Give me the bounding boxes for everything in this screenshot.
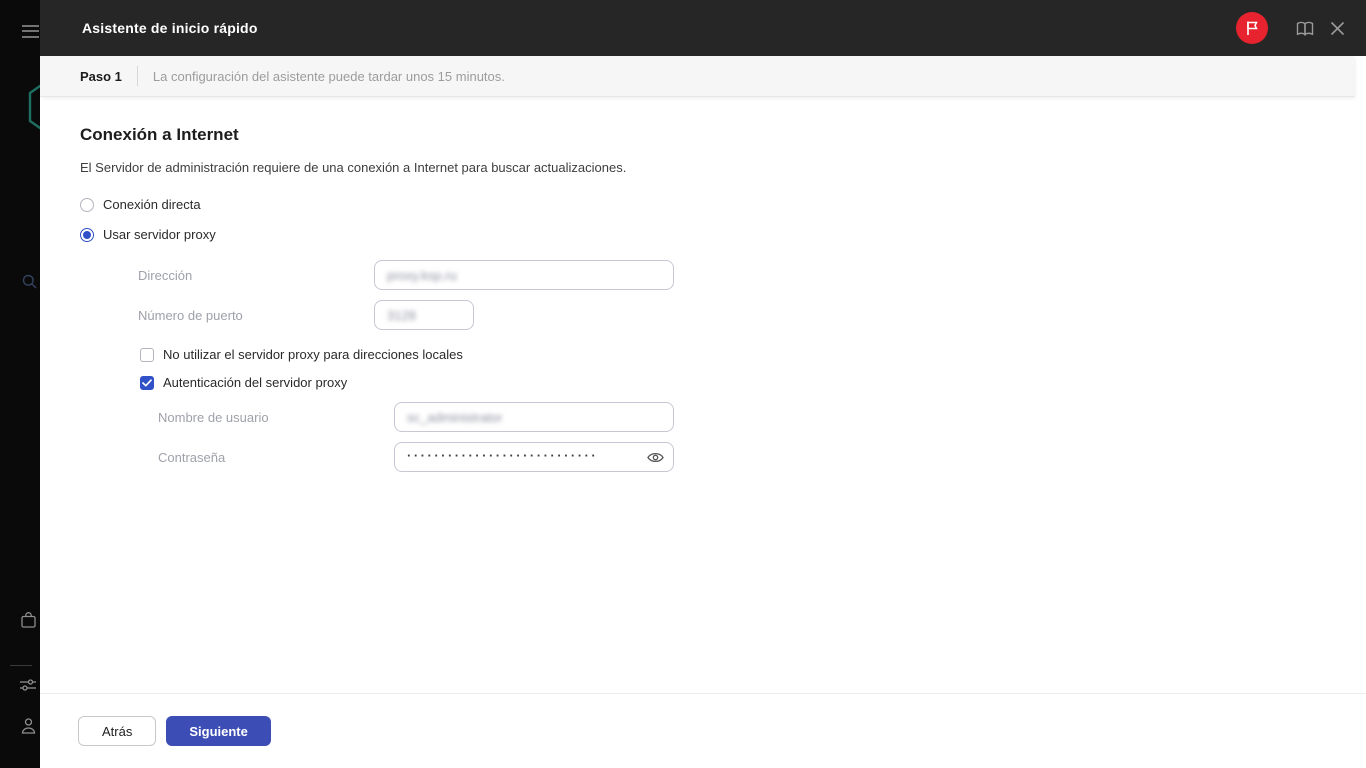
username-field-row	[158, 402, 1366, 432]
proxy-auth-fields	[80, 402, 1366, 472]
address-field-row	[138, 260, 1366, 290]
wizard-content	[40, 97, 1366, 693]
radio-direct-connection[interactable]	[80, 197, 1366, 212]
step-message: La configuración del asistente puede tardar unos 15 minutos.	[152, 68, 505, 84]
address-value-blurred: proxy.ksp.ru	[387, 267, 457, 283]
address-label: Dirección	[138, 267, 193, 283]
flag-badge-button[interactable]	[1236, 12, 1268, 44]
checkbox-label: Autenticación del servidor proxy	[163, 375, 348, 390]
password-masked-value: ····························	[407, 447, 599, 463]
port-input[interactable]	[374, 300, 474, 330]
help-book-icon[interactable]	[1293, 16, 1317, 40]
checkbox-bypass-local[interactable]	[140, 347, 1366, 362]
checkbox-icon-checked[interactable]	[140, 376, 154, 390]
username-label: Nombre de usuario	[158, 409, 269, 425]
app-sidebar	[0, 0, 40, 768]
password-label: Contraseña	[158, 449, 226, 465]
checkbox-proxy-auth[interactable]	[140, 375, 1366, 390]
step-separator	[137, 66, 138, 86]
radio-icon[interactable]	[80, 198, 94, 212]
checkbox-label: No utilizar el servidor proxy para direcciones locales	[163, 347, 463, 362]
page-title: Conexión a Internet	[80, 125, 239, 144]
user-account-icon[interactable]	[21, 718, 36, 737]
hamburger-menu-icon[interactable]	[22, 21, 39, 41]
address-input[interactable]	[374, 260, 674, 290]
step-label: Paso 1	[80, 68, 122, 84]
wizard-title: Asistente de inicio rápido	[82, 20, 258, 36]
page-description: El Servidor de administración requiere de una conexión a Internet para buscar actualizaciones.	[80, 160, 627, 175]
radio-use-proxy[interactable]	[80, 227, 1366, 242]
port-field-row	[138, 300, 1366, 330]
quick-start-wizard	[40, 0, 1366, 768]
radio-icon-checked[interactable]	[80, 228, 94, 242]
username-input[interactable]	[394, 402, 674, 432]
username-value-blurred: sc_administrator	[407, 409, 503, 425]
wizard-footer	[40, 693, 1366, 768]
password-input[interactable]	[394, 442, 674, 472]
password-field-row	[158, 442, 1366, 472]
header-actions	[1236, 12, 1349, 44]
marketplace-bag-icon[interactable]	[21, 612, 36, 631]
sidebar-divider	[10, 665, 32, 666]
step-bar	[40, 56, 1354, 97]
next-button[interactable]: Siguiente	[166, 716, 271, 746]
settings-sliders-icon[interactable]	[20, 678, 36, 695]
port-value-blurred: 3128	[387, 307, 416, 323]
show-password-eye-icon[interactable]	[647, 451, 664, 464]
back-button[interactable]: Atrás	[78, 716, 156, 746]
checkbox-icon[interactable]	[140, 348, 154, 362]
port-label: Número de puerto	[138, 307, 243, 323]
close-icon[interactable]	[1325, 16, 1349, 40]
wizard-header	[40, 0, 1366, 56]
search-icon[interactable]	[22, 274, 37, 292]
kaspersky-logo-icon	[28, 84, 40, 135]
radio-label: Conexión directa	[103, 197, 201, 212]
radio-label: Usar servidor proxy	[103, 227, 216, 242]
